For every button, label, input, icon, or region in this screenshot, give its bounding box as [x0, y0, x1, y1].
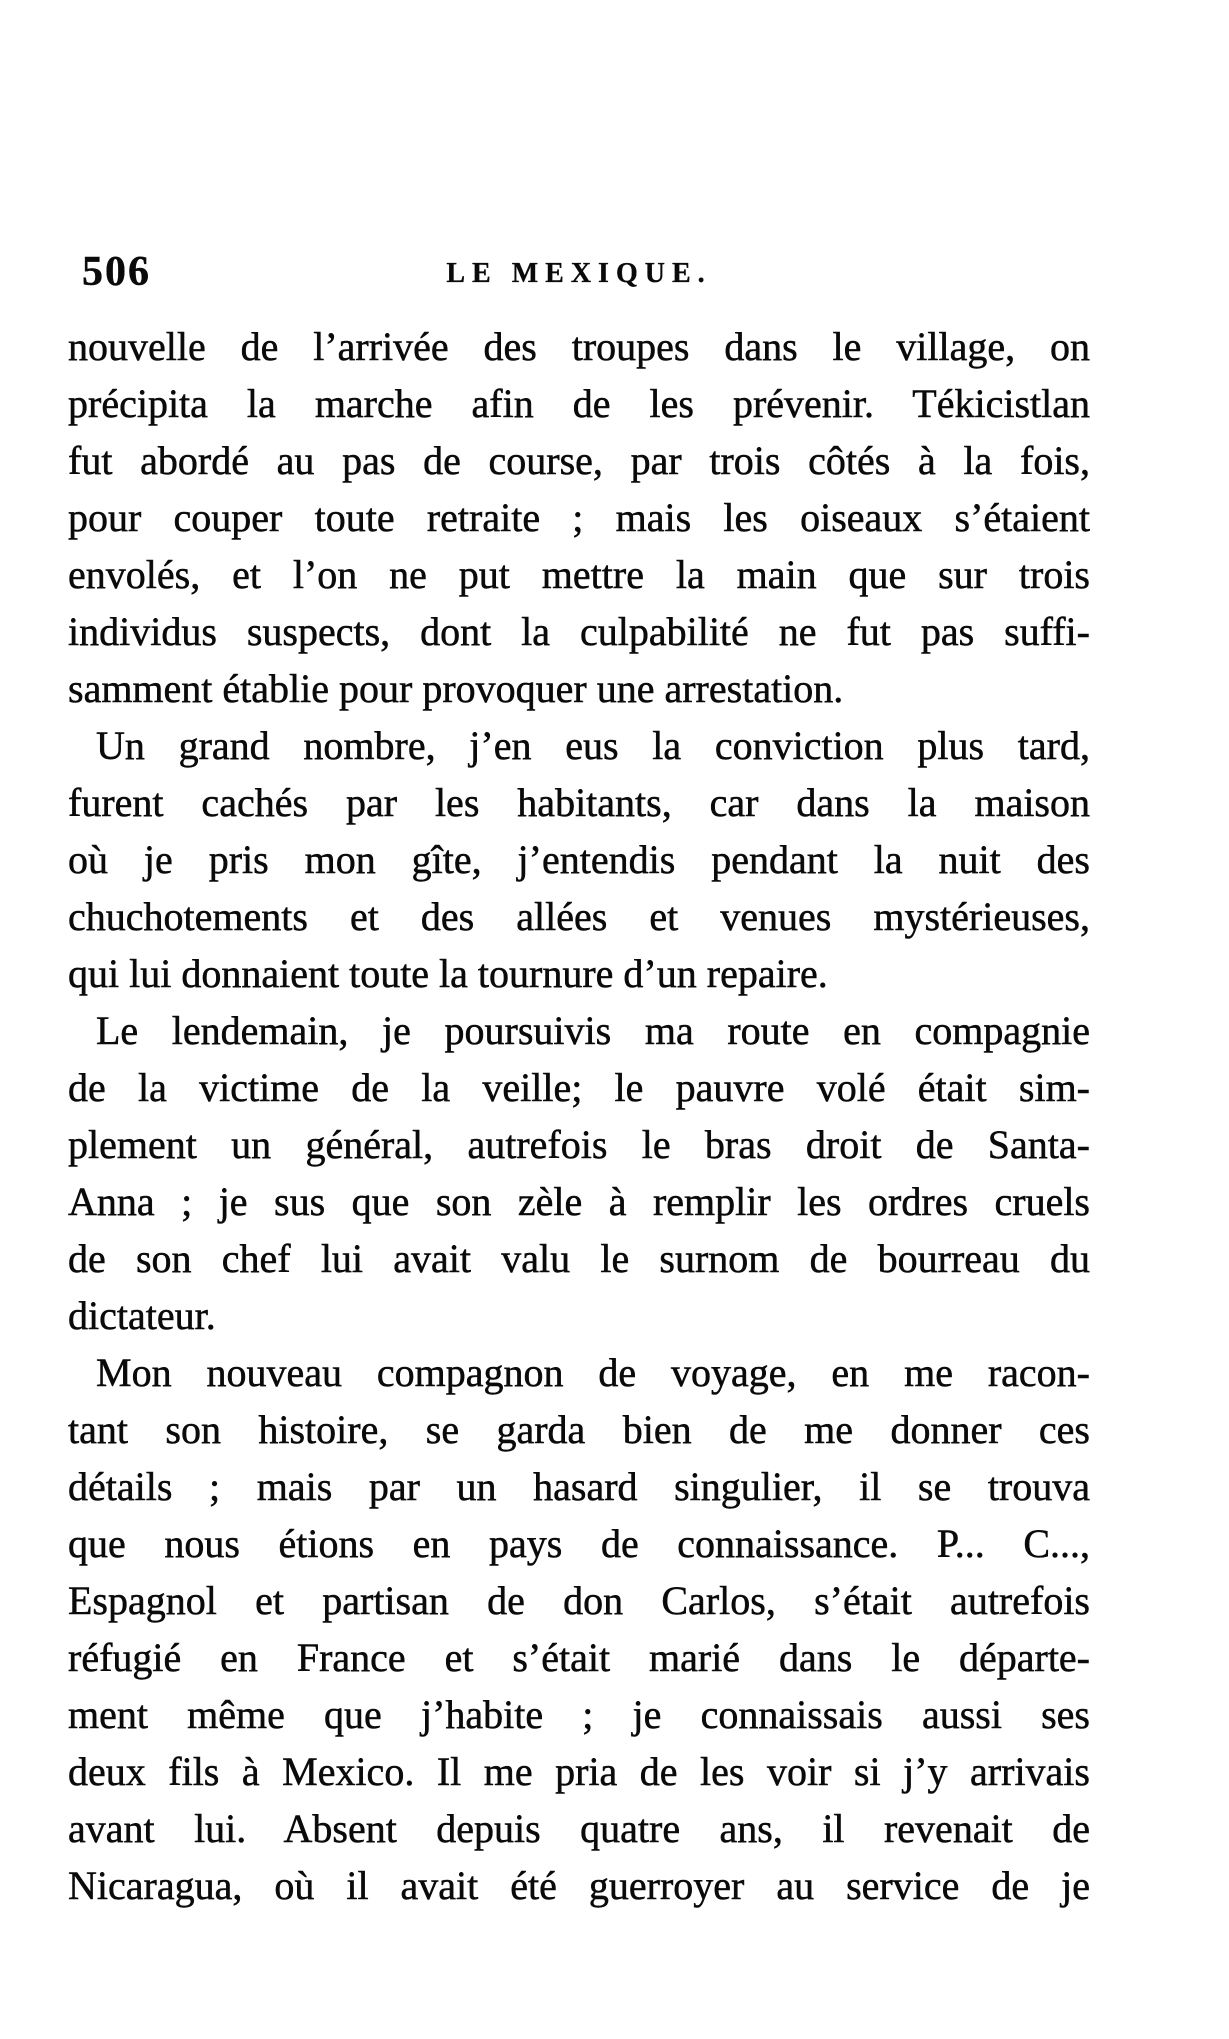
text-line: Un grand nombre, j’en eus la conviction plus tard,: [96, 723, 1090, 768]
text-line: de son chef lui avait valu le surnom de bourreau du: [68, 1236, 1090, 1281]
running-title: LE MEXIQUE.: [446, 258, 712, 289]
text-line: avant lui. Absent depuis quatre ans, il revenait de: [68, 1806, 1090, 1851]
page-number: 506: [82, 249, 151, 295]
text-line: de la victime de la veille; le pauvre volé était sim-: [68, 1065, 1090, 1110]
text-line: tant son histoire, se garda bien de me donner ces: [68, 1407, 1090, 1452]
text-line: précipita la marche afin de les prévenir. Tékicistlan: [68, 381, 1090, 426]
text-line: samment établie pour provoquer une arrestation.: [68, 666, 844, 711]
text-line: Anna ; je sus que son zèle à remplir les ordres cruels: [68, 1179, 1090, 1224]
text-line: réfugié en France et s’était marié dans le départe-: [68, 1635, 1090, 1680]
text-line: où je pris mon gîte, j’entendis pendant la nuit des: [68, 837, 1090, 882]
text-line: envolés, et l’on ne put mettre la main que sur trois: [68, 552, 1090, 597]
text-line: fut abordé au pas de course, par trois côtés à la fois,: [68, 438, 1090, 483]
text-line: qui lui donnaient toute la tournure d’un repaire.: [68, 951, 828, 996]
text-line: individus suspects, dont la culpabilité ne fut pas suffi-: [68, 609, 1090, 654]
text-line: furent cachés par les habitants, car dans la maison: [68, 780, 1090, 825]
text-line: dictateur.: [68, 1293, 216, 1338]
text-line: chuchotements et des allées et venues mystérieuses,: [68, 894, 1090, 939]
text-line: Espagnol et partisan de don Carlos, s’était autrefois: [68, 1578, 1090, 1623]
text-line: Nicaragua, où il avait été guerroyer au service de je: [68, 1863, 1090, 1908]
text-line: que nous étions en pays de connaissance. P... C...,: [68, 1521, 1090, 1566]
text-line: plement un général, autrefois le bras droit de Santa-: [68, 1122, 1090, 1167]
text-line: deux fils à Mexico. Il me pria de les voir si j’y arrivais: [68, 1749, 1090, 1794]
text-line: détails ; mais par un hasard singulier, il se trouva: [68, 1464, 1090, 1509]
text-line: nouvelle de l’arrivée des troupes dans le village, on: [68, 324, 1090, 369]
text-line: Mon nouveau compagnon de voyage, en me racon-: [96, 1350, 1090, 1395]
text-line: ment même que j’habite ; je connaissais aussi ses: [68, 1692, 1090, 1737]
text-line: pour couper toute retraite ; mais les oiseaux s’étaient: [68, 495, 1090, 540]
page-body: [68, 318, 1090, 1914]
text-line: Le lendemain, je poursuivis ma route en compagnie: [96, 1008, 1090, 1053]
page-header: [68, 248, 1090, 294]
